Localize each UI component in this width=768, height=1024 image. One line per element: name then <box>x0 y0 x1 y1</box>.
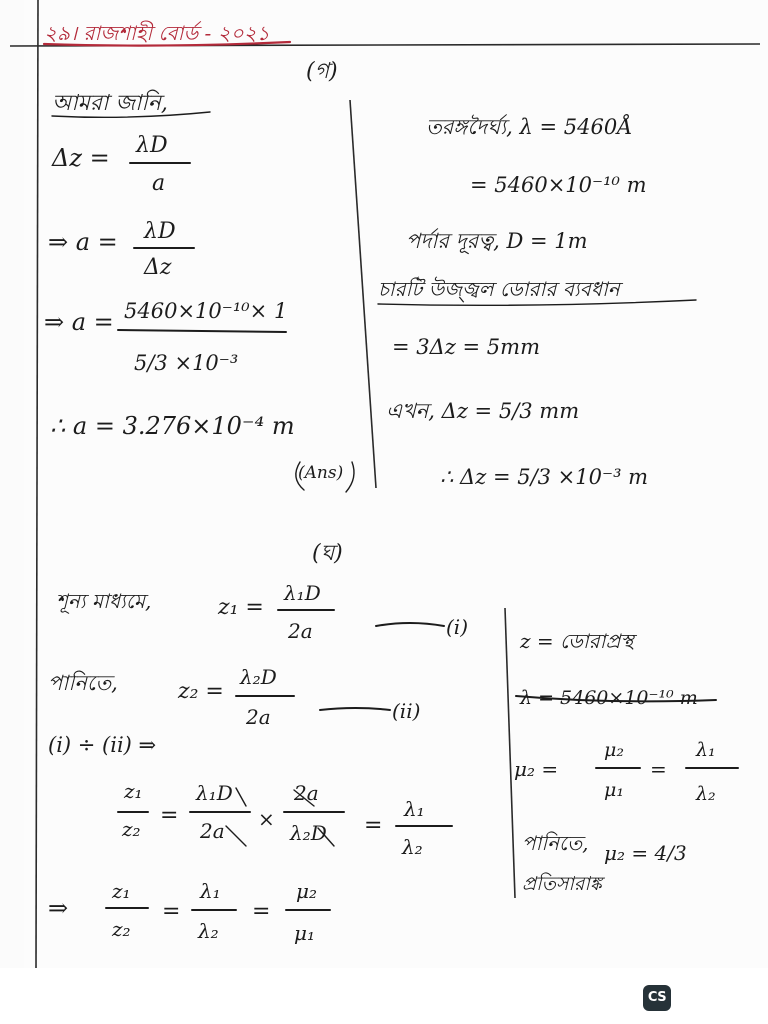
d-eq3-eq2: = <box>364 813 383 838</box>
d-eq1-dash <box>376 623 444 626</box>
c-eq1-lhs: Δz = <box>52 144 110 172</box>
part-c-label: (গ) <box>306 59 338 84</box>
c-we-know: আমরা জানি, <box>52 91 168 116</box>
d-eq4-a-num: z₁ <box>112 879 131 903</box>
d-eq2-tag: (ii) <box>392 699 421 723</box>
c-now: এখন, Δz = 5/3 mm <box>386 399 580 423</box>
d-water-mu: μ₂ = 4/3 <box>604 841 687 865</box>
d-eq2-den: 2a <box>246 705 271 729</box>
d-eq4-a-den: z₂ <box>112 917 131 941</box>
d-eq4-eq2: = <box>252 899 271 924</box>
d-eq1-tag: (i) <box>446 615 469 639</box>
d-eq4-c-den: μ₁ <box>294 921 316 945</box>
d-eq1-den: 2a <box>288 619 313 643</box>
d-eq3-f1-den: 2a <box>200 819 225 843</box>
header-title: ২৯। রাজশাহী বোর্ড - ২০২১ <box>44 21 270 45</box>
part-d-divider <box>505 608 515 898</box>
d-mu-f1-num: μ₂ <box>604 739 624 761</box>
d-eq2-dash <box>320 708 390 710</box>
c-eq3-lhs: ⇒ a = <box>44 308 114 336</box>
part-c-divider <box>350 100 376 488</box>
d-eq4-eq1: = <box>162 899 181 924</box>
c-eq2-den: Δz <box>144 255 172 280</box>
c-eq2-lhs: ⇒ a = <box>48 228 118 256</box>
c-wavelength: তরঙ্গদৈর্ঘ্য, λ = 5460Å <box>426 115 633 139</box>
c-wavelength-si: = 5460×10⁻¹⁰ m <box>470 173 647 197</box>
c-eq3-bar <box>118 330 286 332</box>
d-eq3-f2-den: λ₂D <box>290 821 327 845</box>
d-mu-f2-num: λ₁ <box>696 739 716 761</box>
d-water-label-right: পানিতে, <box>522 831 589 855</box>
d-eq1-num: λ₁D <box>284 581 321 605</box>
d-divide-step: (i) ÷ (ii) ⇒ <box>48 733 157 757</box>
c-answer-tag: (Ans) <box>298 463 344 483</box>
d-mu-f2-den: λ₂ <box>696 783 716 805</box>
d-eq2-num: λ₂D <box>240 665 277 689</box>
d-eq3-eq1: = <box>160 803 179 828</box>
d-eq3-res-num: λ₁ <box>404 797 425 821</box>
c-result: ∴ a = 3.276×10⁻⁴ m <box>50 412 295 440</box>
d-eq3-f1-num: λ₁D <box>196 781 233 805</box>
d-fringe-width-def: z = ডোরাপ্রস্থ <box>520 629 634 653</box>
c-screen-distance: পর্দার দূরত্ব, D = 1m <box>406 229 588 253</box>
d-eq3-times: × <box>258 807 275 831</box>
c-eq1-den: a <box>152 171 166 196</box>
c-four-fringes: চারটি উজ্জ্বল ডোরার ব্যবধান <box>378 277 620 301</box>
left-margin-line <box>36 0 38 968</box>
d-mu-eq: = <box>650 757 667 781</box>
c-eq3-den: 5/3 ×10⁻³ <box>134 351 239 375</box>
d-eq4-c-num: μ₂ <box>296 879 318 903</box>
c-fringe-gap: = 3Δz = 5mm <box>392 335 540 359</box>
d-vacuum-label: শূন্য মাধ্যমে, <box>56 589 152 613</box>
d-mu-lhs: μ₂ = <box>514 757 559 781</box>
d-eq4-arrow: ⇒ <box>48 894 69 922</box>
d-eq1-lhs: z₁ = <box>218 595 264 620</box>
c-eq2-num: λD <box>144 219 176 244</box>
d-eq3-f2-num: 2a <box>294 781 319 805</box>
c-eq1-num: λD <box>136 133 168 158</box>
d-eq4-b-den: λ₂ <box>198 919 219 943</box>
d-eq3-z2: z₂ <box>122 817 141 841</box>
part-d-label: (ঘ) <box>312 541 343 566</box>
d-eq2-lhs: z₂ = <box>178 679 224 704</box>
d-eq4-b-num: λ₁ <box>200 879 221 903</box>
d-eq3-res-den: λ₂ <box>402 835 423 859</box>
d-struck-wavelength: λ = 5460×10⁻¹⁰ m <box>520 687 698 709</box>
c-eq3-num: 5460×10⁻¹⁰× 1 <box>124 299 288 323</box>
d-mu-f1-den: μ₁ <box>604 779 624 801</box>
camscanner-logo: CS <box>643 985 671 1011</box>
d-refractive-index-label: প্রতিসারাঙ্ক <box>522 873 602 895</box>
c-delta-z: ∴ Δz = 5/3 ×10⁻³ m <box>440 465 649 489</box>
d-eq3-z1: z₁ <box>124 779 143 803</box>
d-water-label: পানিতে, <box>48 671 118 695</box>
